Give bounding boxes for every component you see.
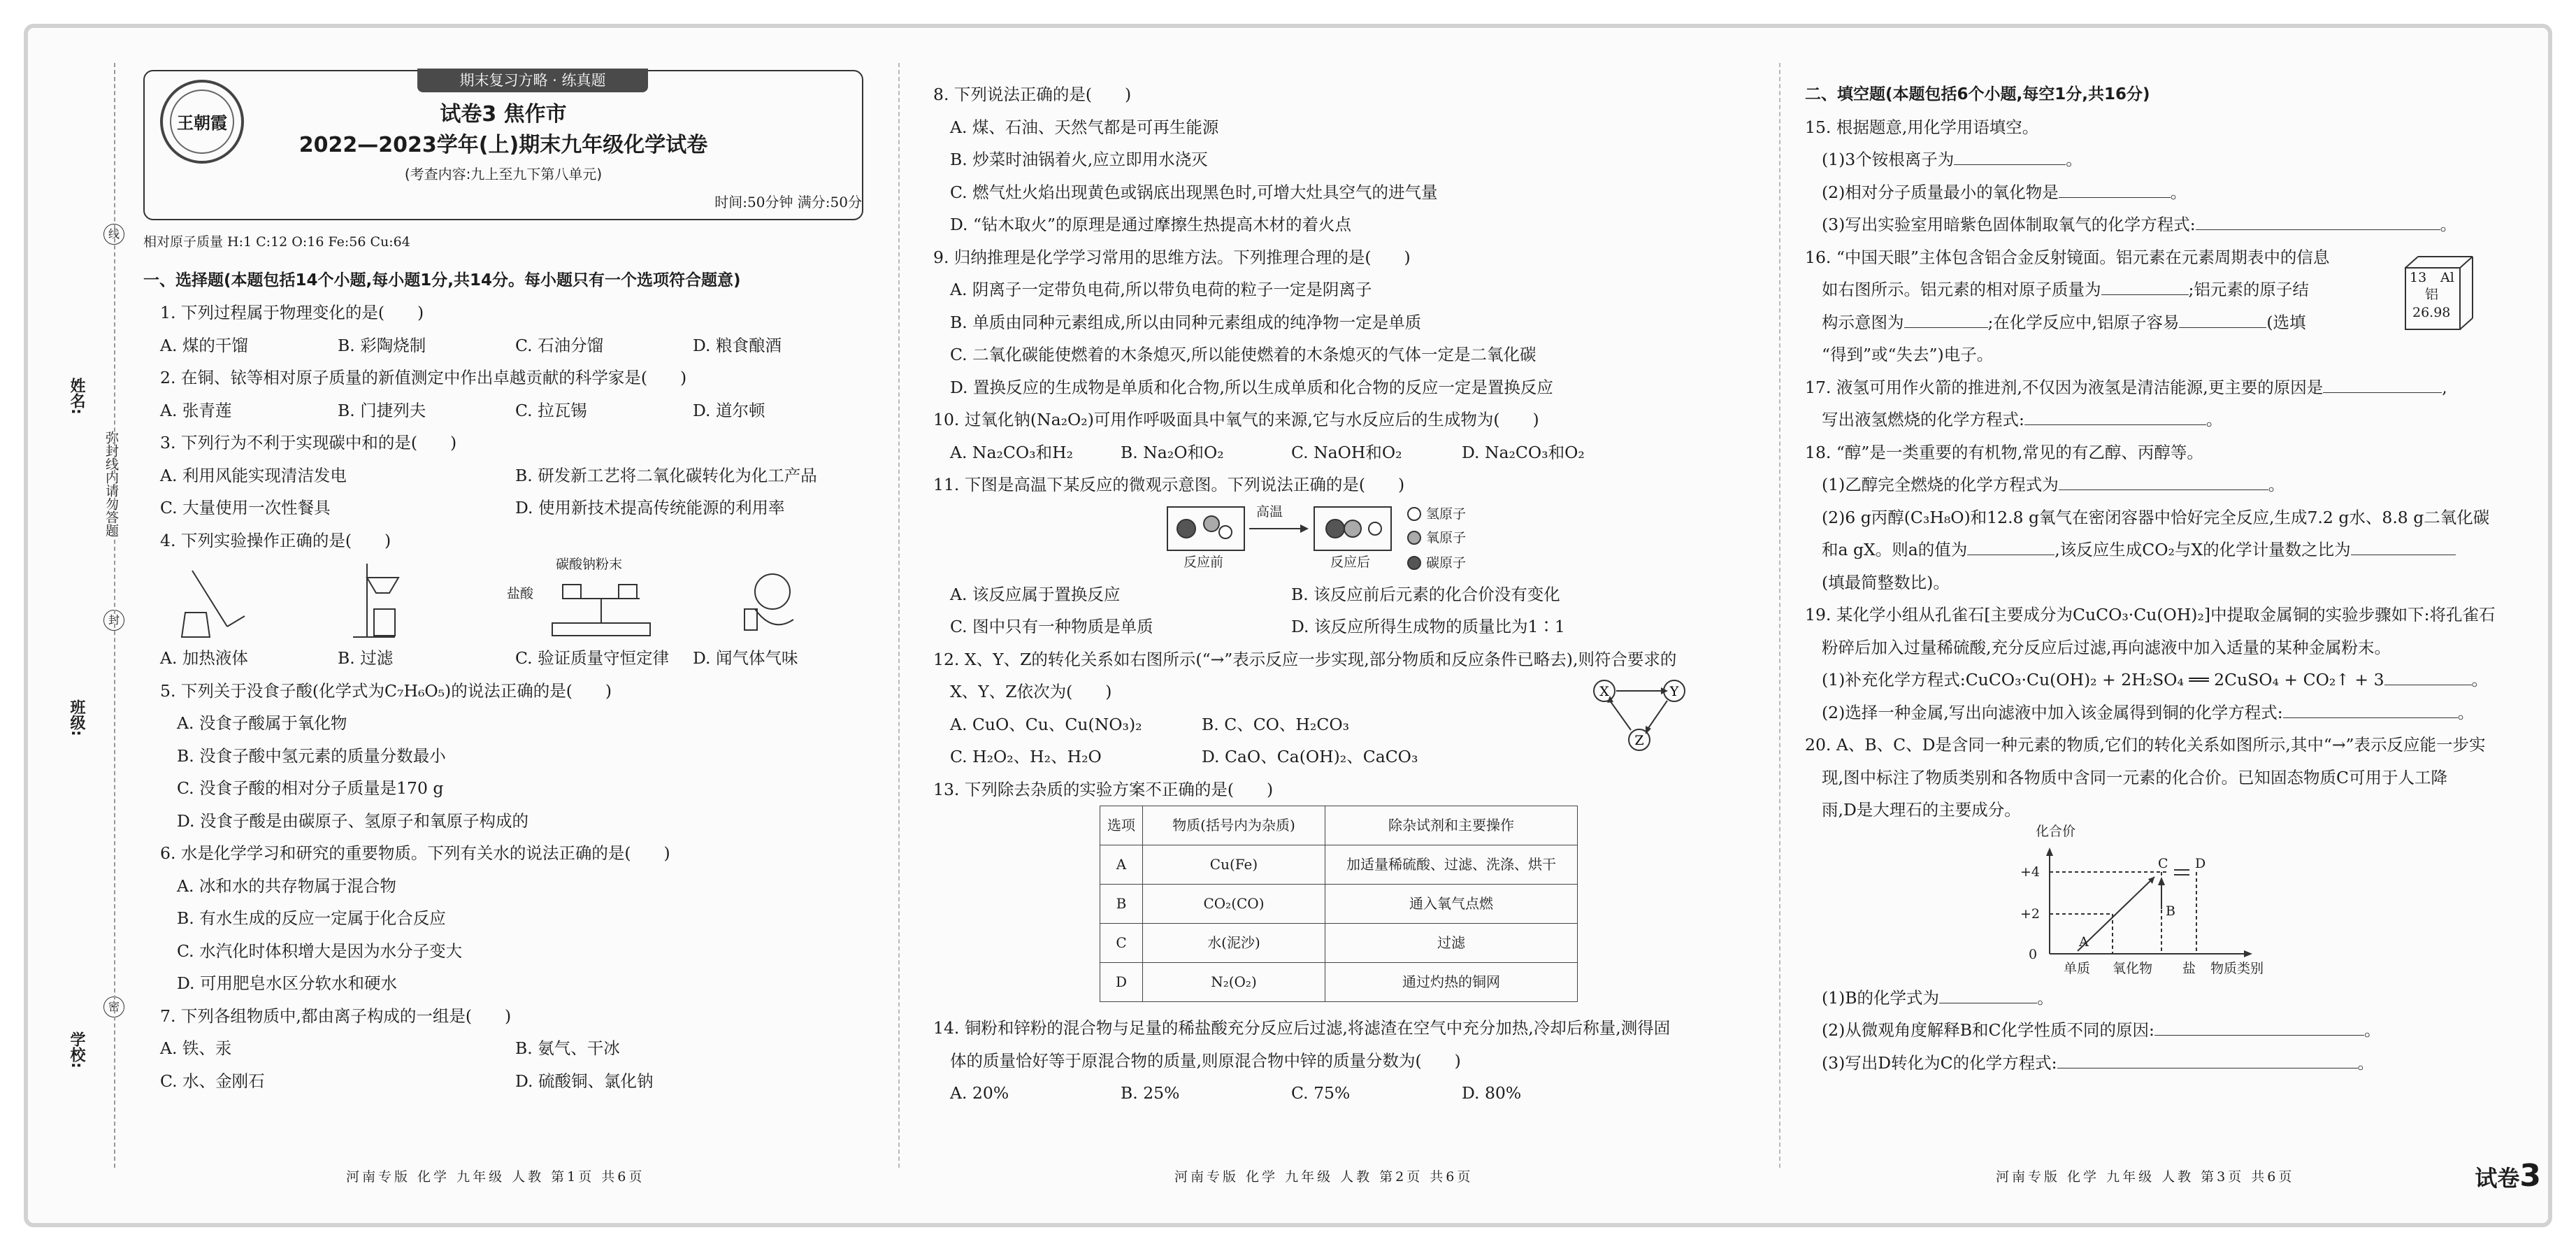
q18-a-blank[interactable] <box>1967 538 2055 555</box>
q16-mass-blank[interactable] <box>2101 278 2189 295</box>
binding-line <box>114 63 115 1168</box>
q20-part-3: (3)写出D转化为C的化学方程式: <box>1822 1052 2057 1073</box>
q8-option-d[interactable]: D. “钻木取火”的原理是通过摩擦生热提高木材的着火点 <box>950 215 1351 234</box>
q5-stem: 5. 下列关于没食子酸(化学式为C₇H₆O₅)的说法正确的是( ) <box>160 680 612 701</box>
exam-title: 2022—2023学年(上)期末九年级化学试卷 <box>298 133 708 157</box>
q20-stem-c: 雨,D是大理石的主要成分。 <box>1822 800 2021 820</box>
q16-stem-b2: ;铝元素的原子结 <box>2188 280 2309 299</box>
q10-option-d[interactable]: D. Na₂CO₃和O₂ <box>1462 442 1585 462</box>
q3-option-d[interactable]: D. 使用新技术提高传统能源的利用率 <box>515 498 785 517</box>
q7-option-b[interactable]: B. 氨气、干冰 <box>515 1038 620 1058</box>
q10-stem: 10. 过氧化钠(Na₂O₂)可用作呼吸面具中氧气的来源,它与水反应后的生成物为( ) <box>933 410 1539 429</box>
q17-stem-b: 写出液氢燃烧的化学方程式: <box>1822 410 2024 429</box>
q1-option-a[interactable]: A. 煤的干馏 <box>160 335 248 355</box>
q5-option-c[interactable]: C. 没食子酸的相对分子质量是170 g <box>177 778 444 798</box>
table-cell: A <box>1100 845 1143 885</box>
q18-ratio-blank[interactable] <box>2351 538 2456 555</box>
q15-3-blank[interactable] <box>2196 213 2440 230</box>
q1-options <box>143 329 870 362</box>
q16-stem-d: “得到”或“失去”)电子。 <box>1822 345 1994 364</box>
exam-time: 时间:50分钟 满分:50分 <box>714 194 862 210</box>
q7-option-d[interactable]: D. 硫酸铜、氯化钠 <box>515 1071 654 1091</box>
q4-figures <box>143 557 870 642</box>
exam-header <box>143 70 863 220</box>
q6-option-b[interactable]: B. 有水生成的反应一定属于化合反应 <box>177 908 446 928</box>
al-number: 13 <box>2410 269 2427 285</box>
school-label: 学校: <box>68 1031 85 1068</box>
table-cell: B <box>1100 885 1143 924</box>
q18-1-blank[interactable] <box>2059 473 2268 490</box>
q11-option-d[interactable]: D. 该反应所得生成物的质量比为1∶1 <box>1291 617 1565 636</box>
q3-option-a[interactable]: A. 利用风能实现清洁发电 <box>160 465 347 485</box>
al-mass: 26.98 <box>2412 304 2451 320</box>
q11-stem: 11. 下图是高温下某反应的微观示意图。下列说法正确的是( ) <box>933 475 1405 494</box>
q6-option-c[interactable]: C. 水汽化时体积增大是因为水分子变大 <box>177 941 463 961</box>
binding-notice: 弥封线内请勿答题 <box>103 431 119 537</box>
q12-stem: 12. X、Y、Z的转化关系如右图所示(“→”表示反应一步实现,部分物质和反应条件已略去),则符合要求的 <box>933 649 1677 669</box>
q10-option-b[interactable]: B. Na₂O和O₂ <box>1121 442 1224 462</box>
q19-stem-b: 粉碎后加入过量稀硫酸,充分反应后过滤,再向滤液中加入适量的某种金属粉末。 <box>1822 637 2391 657</box>
q16-stem-a: 16. “中国天眼”主体包含铝合金反射镜面。铝元素在元素周期表中的信息 <box>1805 247 2330 267</box>
q5-option-d[interactable]: D. 没食子酸是由碳原子、氢原子和氧原子构成的 <box>177 810 528 831</box>
exam-tag <box>2475 1158 2541 1194</box>
q8-stem: 8. 下列说法正确的是( ) <box>933 85 1132 104</box>
q11-figure <box>933 501 1632 578</box>
q19-stem-a: 19. 某化学小组从孔雀石[主要成分为CuCO₃·Cu(OH)₂]中提取金属铜的实验步骤如下:将孔雀石 <box>1805 605 2496 624</box>
q2-option-b[interactable]: B. 门捷列夫 <box>338 400 426 420</box>
table-row <box>1100 924 1578 963</box>
q20-y-tick-4: +4 <box>2020 864 2041 880</box>
q13-stem: 13. 下列除去杂质的实验方案不正确的是( ) <box>933 779 1274 799</box>
footer-page-1: 河南专版 化学 九年级 人教 第1页 共6页 <box>346 1169 645 1185</box>
q14-options <box>933 1077 1632 1110</box>
q2-option-c[interactable]: C. 拉瓦锡 <box>515 400 587 420</box>
q11-legend-c: 碳原子 <box>1426 555 1467 571</box>
q13-head-method: 除杂试剂和主要操作 <box>1325 806 1578 845</box>
q20-point-d: D <box>2195 855 2206 871</box>
q7-option-a[interactable]: A. 铁、汞 <box>160 1038 232 1058</box>
q19-part-1: (1)补充化学方程式:CuCO₃·Cu(OH)₂ + 2H₂SO₄ ══ 2CuSO₄ + CO₂↑ + 3 <box>1822 670 2384 689</box>
logo-text: 王朝霞 <box>170 90 234 154</box>
column-divider-2 <box>1779 63 1780 1168</box>
dense-tag: 密 <box>103 996 124 1017</box>
q7-option-c[interactable]: C. 水、金刚石 <box>160 1071 265 1091</box>
q7-stem: 7. 下列各组物质中,都由离子构成的一组是( ) <box>160 1006 512 1026</box>
q15-part-3: (3)写出实验室用暗紫色固体制取氧气的化学方程式: <box>1822 215 2196 234</box>
table-cell: 通入氧气点燃 <box>1325 885 1578 924</box>
q2-option-a[interactable]: A. 张青莲 <box>160 400 232 420</box>
q20-x-tick-salt: 盐 <box>2182 960 2196 976</box>
q9-stem: 9. 归纳推理是化学学习常用的思维方法。下列推理合理的是( ) <box>933 247 1411 267</box>
al-name: 铝 <box>2425 286 2439 302</box>
q20-y-tick-0: 0 <box>2029 946 2038 962</box>
q16-electron-blank[interactable] <box>2179 310 2266 328</box>
q20-y-tick-2: +2 <box>2020 906 2041 922</box>
table-cell: CO₂(CO) <box>1143 885 1325 924</box>
q20-stem-b: 现,图中标注了物质类别和各物质中含同一元素的化合价。已知固态物质C可用于人工降 <box>1822 767 2447 787</box>
table-cell: D <box>1100 963 1143 1002</box>
q12-option-d[interactable]: D. CaO、Ca(OH)₂、CaCO₃ <box>1202 747 1418 766</box>
column-1 <box>143 70 870 1097</box>
name-label: 姓名: <box>68 378 85 415</box>
q3-options-cd <box>143 492 870 524</box>
q2-options <box>143 394 870 427</box>
q2-option-d[interactable]: D. 道尔顿 <box>693 400 765 420</box>
q12-node-y: Y <box>1669 684 1679 699</box>
column-divider-1 <box>898 63 900 1168</box>
q12-options-cd <box>933 741 1453 773</box>
table-cell: 水(泥沙) <box>1143 924 1325 963</box>
q20-stem-a: 20. A、B、C、D是含同一种元素的物质,它们的转化关系如图所示,其中“→”表示反应能一步实 <box>1805 735 2486 755</box>
q4-stem: 4. 下列实验操作正确的是( ) <box>160 530 391 550</box>
table-cell: 通过灼热的铜网 <box>1325 963 1578 1002</box>
q11-option-c[interactable]: C. 图中只有一种物质是单质 <box>950 617 1153 636</box>
q11-option-a[interactable]: A. 该反应属于置换反应 <box>950 584 1121 604</box>
q11-before-label: 反应前 <box>1183 554 1224 570</box>
column-3: 二、填空题(本题包括6个小题,每空1分,共16分) 15. 根据题意,用化学用语填空。 (1)3个铵根离子为 。 (2)相对分子质量最小的氧化物是 。 (3)写出实验室用暗紫色固体制取氧气的化学方程式: 。 16. “中国天眼”主体包含铝合金反射镜面。铝元素在元素周期表中的信息 如右图所示。铝元素的相对原子质量为 ;铝元素的原子结 构示意图为 ;在化学反应中,铝原子容易 (选填 “得到”或“失去”)电子。 13 Al 铝 26.98 17. 液氢可用作火箭的推进剂,不仅因为液氢是清洁能源,更主要的原因是 , 写出液氢燃烧的化学方程式: 。 18. “醇”是一类重要的有机物,常见的有乙醇、丙醇等。 (1)乙醇完全燃烧的化学方程式为 。 (2)6 g丙醇(C₃H₈O)和12.8 g氧气在密闭容器中恰好完全反应,生成7.2 g水、8.8 g二氧化碳 和a gX。则a的值为 ,该反应生成CO₂与X的化学计量数之比为 (填最简整数比)。 19. 某化学小组从孔雀石[主要成分为CuCO₃·Cu(OH)₂]中提取金属铜的实验步骤如下:将孔雀石 粉碎后加入过量稀硫酸,充分反应后过滤,再向滤液中加入适量的某种金属粉末。 (1)补充化学方程式:CuCO₃·Cu(OH)₂ + 2H₂SO₄ ══ 2CuSO₄ + CO₂↑ + 3 。 (2)选择一种金属,写出向滤液中加入该金属得到铜的化学方程式: 。 20. A、B、C、D是含同一种元素的物质,它们的转化关系如图所示,其中“→”表示反应能一步实 现,图中标注了物质类别和各物质中含同一元素的化合价。已知固态物质C可用于人工降 雨,D是大理石的主要成分。 化合价 +4 +2 0 单质 氧化物 盐 物质类别 A B C D (1)B的化学式为 。 (2)从微观角度解释B和C化学性质不同的原因: 。 (3)写出D转化为C的化学方程式: 。 <box>1805 78 2504 1079</box>
q20-figure <box>2015 823 2504 982</box>
q20-point-b: B <box>2166 903 2175 919</box>
q4-option-b[interactable]: B. 过滤 <box>338 648 394 668</box>
q8-option-b[interactable]: B. 炒菜时油锅着火,应立即用水浇灭 <box>950 150 1208 169</box>
q20-x-tick-element: 单质 <box>2064 960 2091 976</box>
q10-options <box>933 436 1632 469</box>
q14-option-b[interactable]: B. 25% <box>1121 1083 1180 1103</box>
q12-xyz-diagram <box>1587 670 1692 754</box>
q13-head-option: 选项 <box>1100 806 1143 845</box>
q15-2-blank[interactable] <box>2059 180 2171 198</box>
table-row <box>1100 963 1578 1002</box>
q7-options-cd <box>143 1065 870 1098</box>
q12-option-b[interactable]: B. C、CO、H₂CO₃ <box>1202 714 1350 734</box>
table-cell: 过滤 <box>1325 924 1578 963</box>
q5-option-a[interactable]: A. 没食子酸属于氧化物 <box>177 713 347 733</box>
q4-option-c[interactable]: C. 验证质量守恒定律 <box>515 648 670 668</box>
q18-part-2c: ,该反应生成CO₂与X的化学计量数之比为 <box>2055 540 2351 559</box>
q15-stem: 15. 根据题意,用化学用语填空。 <box>1805 117 2039 137</box>
q5-option-b[interactable]: B. 没食子酸中氢元素的质量分数最小 <box>177 745 446 766</box>
q18-part-1: (1)乙醇完全燃烧的化学方程式为 <box>1822 475 2059 494</box>
q18-stem: 18. “醇”是一类重要的有机物,常见的有乙醇、丙醇等。 <box>1805 442 2203 462</box>
exam-scope: (考查内容:九上至九下第八单元) <box>404 166 603 183</box>
q11-legend-o: 氧原子 <box>1426 529 1467 545</box>
footer-page-3: 河南专版 化学 九年级 人教 第3页 共6页 <box>1996 1169 2295 1185</box>
table-cell: Cu(Fe) <box>1143 845 1325 885</box>
q7-options-ab <box>143 1032 870 1065</box>
q12-option-a[interactable]: A. CuO、Cu、Cu(NO₃)₂ <box>950 714 1142 734</box>
q13-table <box>1100 806 1578 1002</box>
column-2 <box>933 78 1679 1110</box>
q8-option-c[interactable]: C. 燃气灶火焰出现黄色或锅底出现黑色时,可增大灶具空气的进气量 <box>950 182 1438 202</box>
q4-label-acid: 盐酸 <box>507 586 534 601</box>
q16-stem-b: 如右图所示。铝元素的相对原子质量为 <box>1822 280 2101 299</box>
q11-options-ab <box>933 578 1632 611</box>
q17-equation-blank[interactable] <box>2024 408 2206 425</box>
al-symbol: Al <box>2440 269 2454 285</box>
q16-stem-c2: ;在化学反应中,铝原子容易 <box>1987 312 2180 332</box>
q17-stem-a: 17. 液氢可用作火箭的推进剂,不仅因为液氢是清洁能源,更主要的原因是 <box>1805 377 2324 397</box>
q20-y-label: 化合价 <box>2036 823 2076 839</box>
q11-legend-h: 氢原子 <box>1426 506 1467 522</box>
q20-point-a: A <box>2079 934 2089 950</box>
q6-option-d[interactable]: D. 可用肥皂水区分软水和硬水 <box>177 973 397 993</box>
q13-table-head <box>1100 806 1578 845</box>
q20-x-label: 物质类别 <box>2210 960 2264 976</box>
q20-part-2: (2)从微观角度解释B和C化学性质不同的原因: <box>1822 1020 2154 1040</box>
q20-3-blank[interactable] <box>2057 1051 2358 1068</box>
q14-stem: 14. 铜粉和锌粉的混合物与足量的稀盐酸充分反应后过滤,将滤渣在空气中充分加热,冷却后称量,测得固 <box>933 1018 1671 1038</box>
q11-option-b[interactable]: B. 该反应前后元素的化合价没有变化 <box>1291 584 1560 604</box>
q12-stem-2: X、Y、Z依次为( ) <box>950 682 1112 701</box>
q11-after-label: 反应后 <box>1330 554 1371 570</box>
q3-option-c[interactable]: C. 大量使用一次性餐具 <box>160 498 331 517</box>
exam-tag-label: 试卷 <box>2475 1165 2520 1192</box>
al-element-card <box>2403 255 2474 332</box>
table-cell: 加适量稀硫酸、过滤、洗涤、烘干 <box>1325 845 1578 885</box>
q18-part-2d: (填最简整数比)。 <box>1822 572 1950 592</box>
q14-stem-2: 体的质量恰好等于原混合物的质量,则原混合物中锌的质量分数为( ) <box>950 1050 1461 1071</box>
class-label: 班级: <box>68 699 85 736</box>
q4-option-a[interactable]: A. 加热液体 <box>160 648 248 668</box>
q6-stem: 6. 水是化学学习和研究的重要物质。下列有关水的说法正确的是( ) <box>160 843 670 863</box>
q19-2-blank[interactable] <box>2283 701 2458 718</box>
atomic-mass: 相对原子质量 H:1 C:12 O:16 Fe:56 Cu:64 <box>143 234 410 250</box>
q20-1-blank[interactable] <box>1939 986 2037 1003</box>
q1-option-c[interactable]: C. 石油分馏 <box>515 335 604 355</box>
line-tag: 线 <box>103 224 124 245</box>
q20-point-c: C <box>2158 855 2168 871</box>
exam-tag-number: 3 <box>2519 1158 2541 1194</box>
q4-apparatus-figure <box>143 557 863 642</box>
q12-node-z: Z <box>1634 733 1644 748</box>
q2-stem: 2. 在铜、铱等相对原子质量的新值测定中作出卓越贡献的科学家是( ) <box>160 368 687 387</box>
q14-option-c[interactable]: C. 75% <box>1291 1083 1351 1103</box>
exam-number: 试卷3 焦作市 <box>440 102 567 127</box>
q20-x-tick-oxide: 氧化物 <box>2113 960 2153 976</box>
q12-options-ab <box>933 708 1453 741</box>
q11-options-cd <box>933 610 1632 643</box>
q12-node-x: X <box>1599 684 1609 699</box>
q20-2-blank[interactable] <box>2154 1018 2364 1036</box>
header-ribbon: 期末复习方略 · 练真题 <box>417 69 648 92</box>
table-cell: N₂(O₂) <box>1143 963 1325 1002</box>
seal-tag: 封 <box>103 610 124 631</box>
q1-option-b[interactable]: B. 彩陶烧制 <box>338 335 426 355</box>
q9-option-b[interactable]: B. 单质由同种元素组成,所以由同种元素组成的纯净物一定是单质 <box>950 312 1422 332</box>
q4-option-d[interactable]: D. 闻气体气味 <box>693 648 798 668</box>
q9-option-d[interactable]: D. 置换反应的生成物是单质和化合物,所以生成单质和化合物的反应一定是置换反应 <box>950 377 1553 397</box>
q14-option-a[interactable]: A. 20% <box>950 1083 1009 1103</box>
q4-options <box>143 642 870 675</box>
q15-part-1: (1)3个铵根离子为 <box>1822 150 1955 169</box>
q18-part-2a: (2)6 g丙醇(C₃H₈O)和12.8 g氧气在密闭容器中恰好完全反应,生成7.2 g水、8.8 g二氧化碳 <box>1822 507 2490 527</box>
q15-part-2: (2)相对分子质量最小的氧化物是 <box>1822 182 2059 202</box>
q1-option-d[interactable]: D. 粮食酿酒 <box>693 335 782 355</box>
q17-reason-blank[interactable] <box>2323 376 2442 393</box>
q10-option-c[interactable]: C. NaOH和O₂ <box>1291 442 1402 462</box>
footer-page-2: 河南专版 化学 九年级 人教 第2页 共6页 <box>1174 1169 1474 1185</box>
section-choice: 一、选择题(本题包括14个小题,每小题1分,共14分。每小题只有一个选项符合题意) <box>143 271 741 289</box>
q12-option-c[interactable]: C. H₂O₂、H₂、H₂O <box>950 747 1102 766</box>
q20-part-1: (1)B的化学式为 <box>1822 987 1940 1008</box>
q10-option-a[interactable]: A. Na₂CO₃和H₂ <box>950 442 1073 462</box>
q3-options-ab <box>143 459 870 492</box>
q9-option-c[interactable]: C. 二氧化碳能使燃着的木条熄灭,所以能使燃着的木条熄灭的气体一定是二氧化碳 <box>950 345 1537 364</box>
table-row <box>1100 885 1578 924</box>
section-fill: 二、填空题(本题包括6个小题,每空1分,共16分) <box>1805 85 2150 103</box>
q19-1-blank[interactable] <box>2384 668 2472 685</box>
q13-head-substance: 物质(括号内为杂质) <box>1143 806 1325 845</box>
q9-option-a[interactable]: A. 阴离子一定带负电荷,所以带负电荷的粒子一定是阴离子 <box>950 280 1372 299</box>
table-cell: C <box>1100 924 1143 963</box>
q15-1-blank[interactable] <box>1954 148 2066 165</box>
q16-stem-c: 构示意图为 <box>1822 312 1904 332</box>
q16-stem-c3: (选填 <box>2266 312 2306 332</box>
q14-option-d[interactable]: D. 80% <box>1462 1083 1522 1103</box>
table-row <box>1100 845 1578 885</box>
q1-stem: 1. 下列过程属于物理变化的是( ) <box>160 303 424 322</box>
q11-condition: 高温 <box>1256 503 1283 520</box>
q6-option-a[interactable]: A. 冰和水的共存物属于混合物 <box>177 875 396 896</box>
q8-option-a[interactable]: A. 煤、石油、天然气都是可再生能源 <box>950 117 1219 137</box>
q16-structure-blank[interactable] <box>1904 310 1988 328</box>
q3-option-b[interactable]: B. 研发新工艺将二氧化碳转化为化工产品 <box>515 465 817 485</box>
q4-label-powder: 碳酸钠粉末 <box>556 557 623 572</box>
q3-stem: 3. 下列行为不利于实现碳中和的是( ) <box>160 433 457 452</box>
q20-valence-chart <box>2015 827 2308 982</box>
q19-part-2: (2)选择一种金属,写出向滤液中加入该金属得到铜的化学方程式: <box>1822 702 2283 722</box>
q18-part-2b: 和a gX。则a的值为 <box>1822 540 1968 559</box>
